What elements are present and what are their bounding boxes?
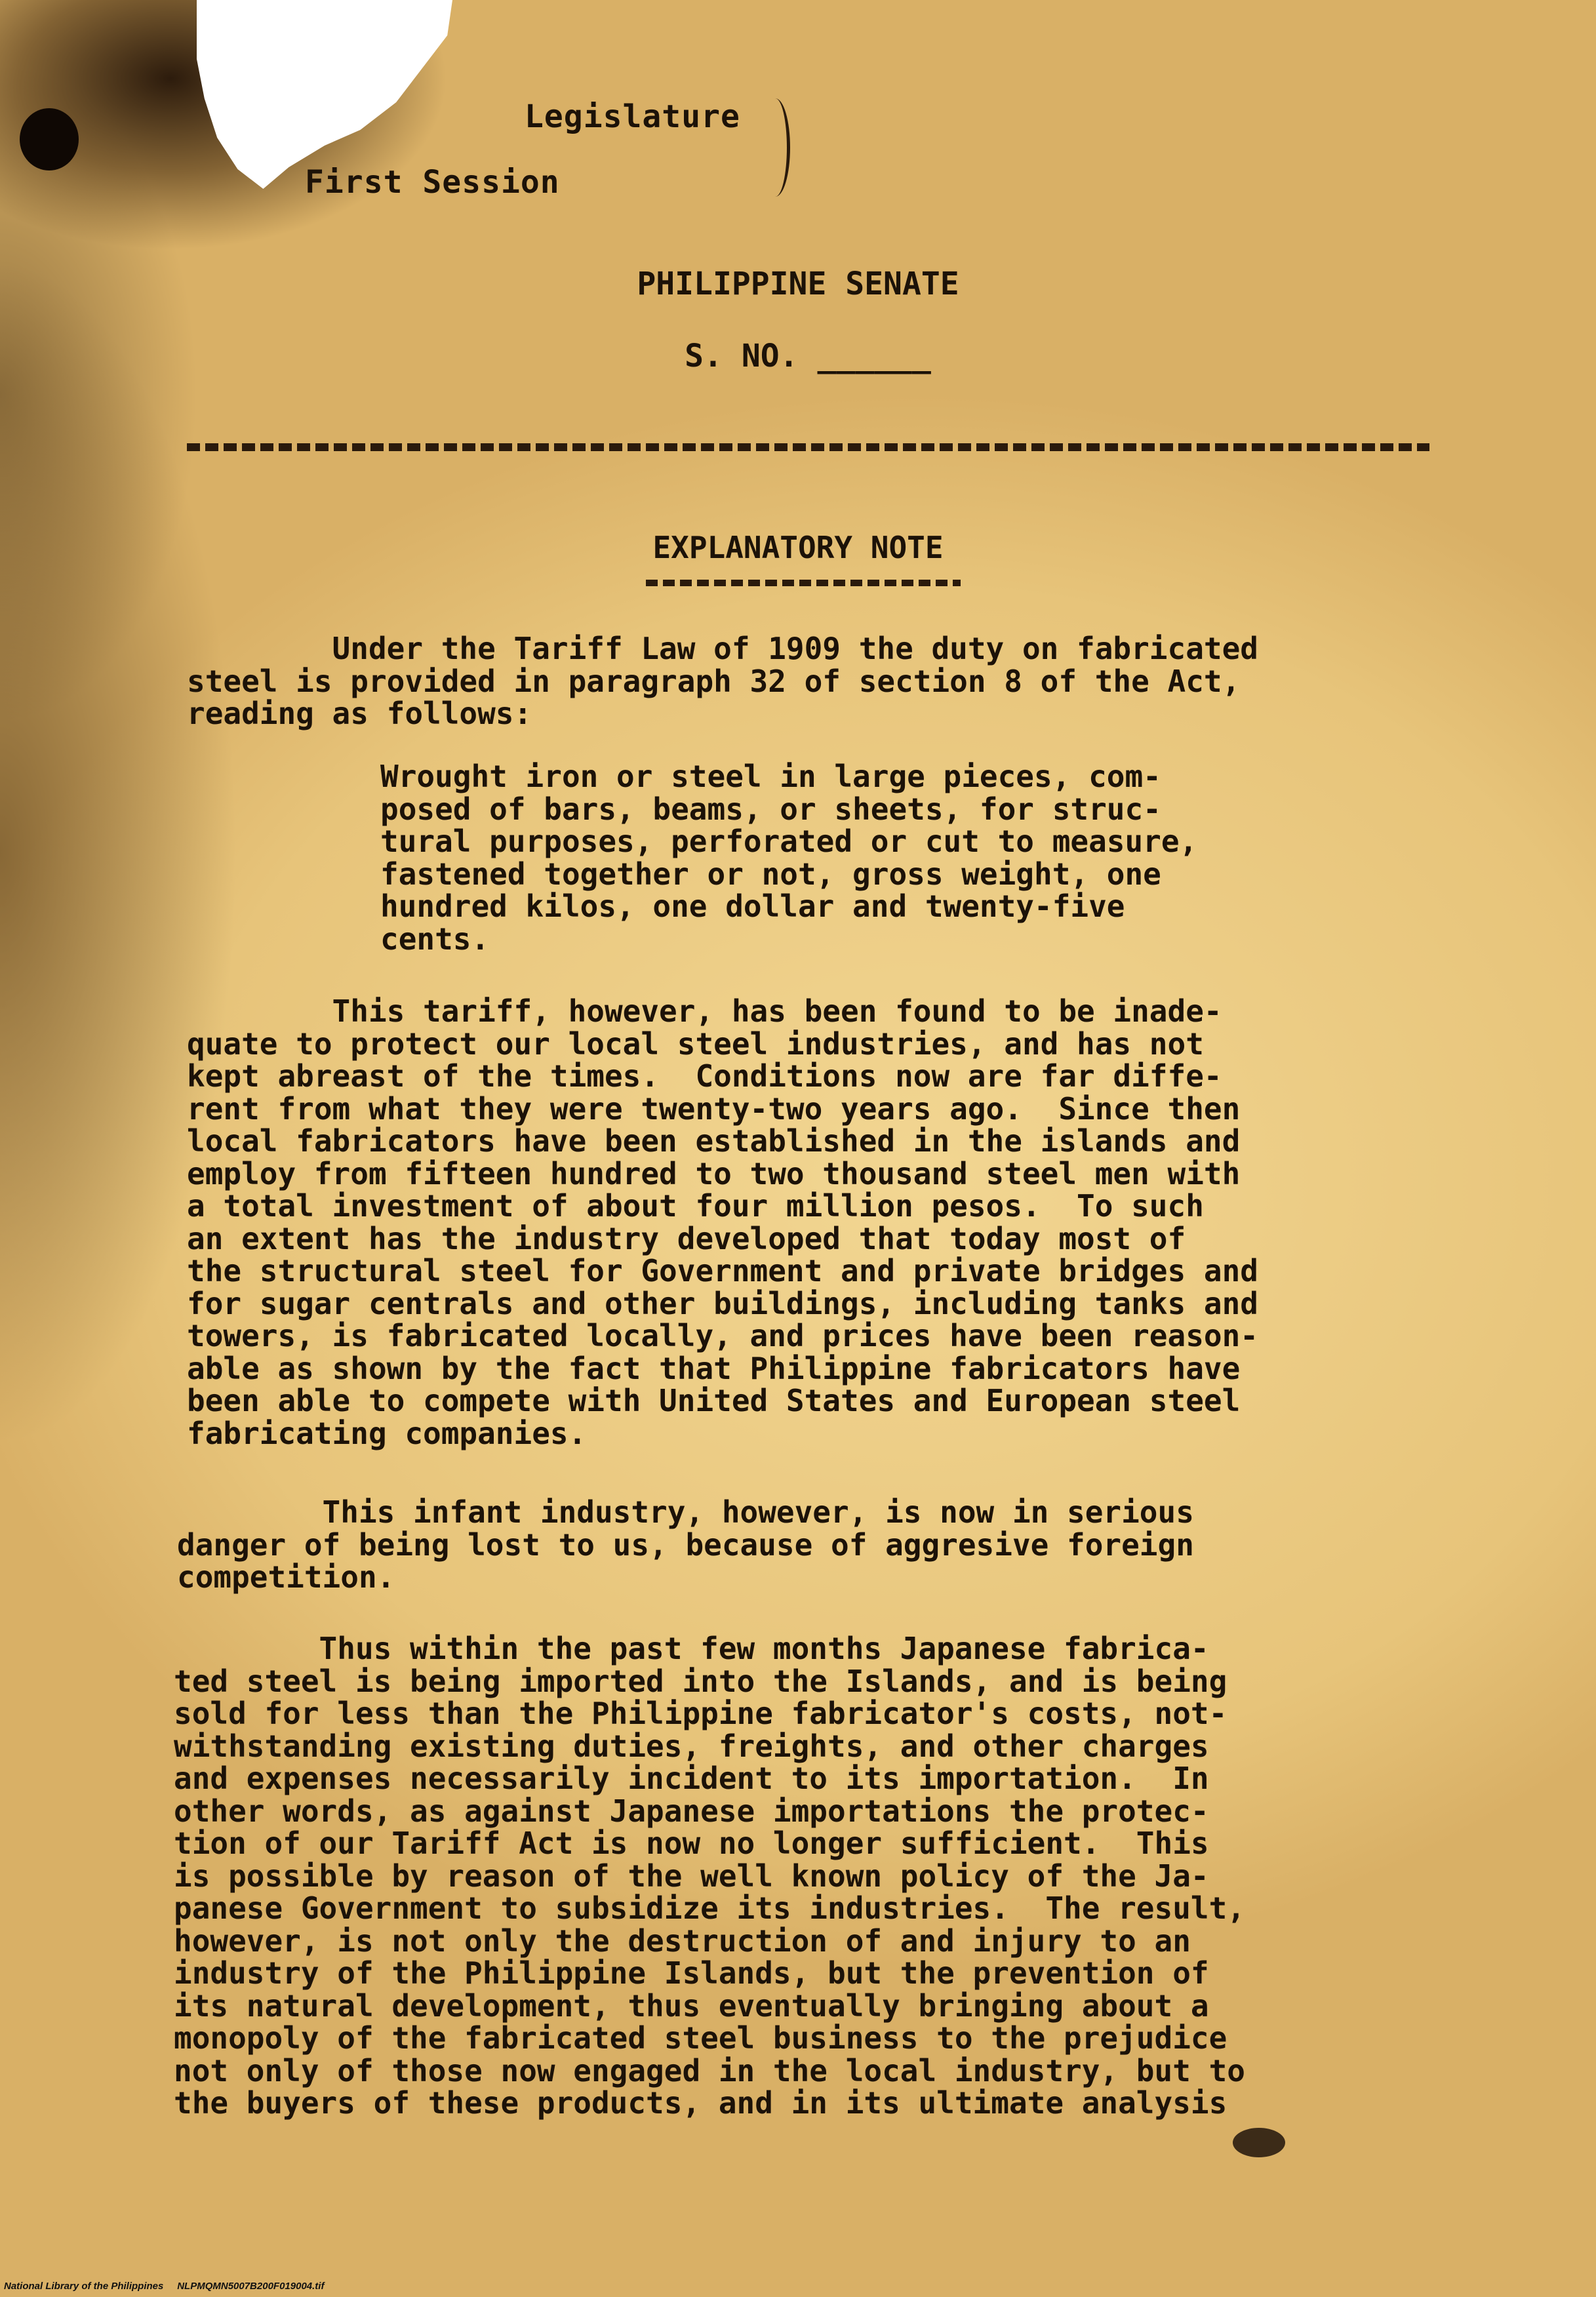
text-line: withstanding existing duties, freights, and other charges	[174, 1728, 1209, 1764]
text-line: Under the Tariff Law of 1909 the duty on fabricated	[187, 631, 1258, 666]
text-line: hundred kilos, one dollar and twenty-five	[380, 889, 1125, 924]
text-line: Wrought iron or steel in large pieces, com-	[380, 759, 1161, 794]
text-line: posed of bars, beams, or sheets, for struc-	[380, 791, 1161, 827]
text-line: and expenses necessarily incident to its importation. In	[174, 1761, 1209, 1796]
dashed-divider	[187, 443, 1429, 451]
paragraph-intro	[187, 633, 1258, 730]
text-line: Thus within the past few months Japanese fabrica-	[174, 1631, 1209, 1666]
quoted-provision	[380, 761, 1197, 955]
paragraph-tariff	[187, 995, 1258, 1450]
bill-number: S. NO. ______	[685, 338, 931, 374]
text-line: for sugar centrals and other buildings, including tanks and	[187, 1285, 1258, 1321]
text-line: danger of being lost to us, because of aggresive foreign	[177, 1527, 1194, 1563]
text-line: the structural steel for Government and private bridges and	[187, 1253, 1258, 1288]
text-line: panese Government to subsidize its industries. The result,	[174, 1890, 1245, 1926]
legislature-label: Legislature	[525, 98, 740, 135]
text-line: kept abreast of the times. Conditions now are far diffe-	[187, 1058, 1222, 1094]
text-line: competition.	[177, 1559, 395, 1595]
text-line: fabricating companies.	[187, 1415, 587, 1451]
text-line: steel is provided in paragraph 32 of section 8 of the Act,	[187, 663, 1241, 699]
text-line: able as shown by the fact that Philippine fabricators have	[187, 1350, 1241, 1386]
title-underline	[646, 580, 961, 586]
paragraph-infant-industry	[177, 1496, 1194, 1594]
text-line: local fabricators have been established in the islands and	[187, 1123, 1241, 1159]
text-line: other words, as against Japanese importations the protec-	[174, 1793, 1209, 1829]
text-line: This tariff, however, has been found to be inade-	[187, 993, 1222, 1029]
text-line: its natural development, thus eventually bringing about a	[174, 1987, 1209, 2024]
text-line: industry of the Philippine Islands, but the prevention of	[174, 1955, 1209, 1991]
text-line: not only of those now engaged in the local industry, but to	[174, 2052, 1245, 2088]
text-line: rent from what they were twenty-two years ago. Since then	[187, 1090, 1241, 1127]
ink-stain	[1233, 2128, 1285, 2157]
text-line: quate to protect our local steel industries, and has not	[187, 1026, 1204, 1062]
text-line: a total investment of about four million pesos. To such	[187, 1188, 1204, 1224]
header-brace	[761, 98, 790, 197]
text-line: monopoly of the fabricated steel business to the prejudice	[174, 2020, 1227, 2056]
text-line: employ from fifteen hundred to two thousand steel men with	[187, 1155, 1241, 1191]
text-line: sold for less than the Philippine fabricator's costs, not-	[174, 1696, 1227, 1731]
session-label: First Session	[305, 164, 560, 201]
text-line: ted steel is being imported into the Islands, and is being	[174, 1663, 1227, 1699]
text-line: cents.	[380, 921, 490, 957]
burn-mark	[20, 108, 79, 170]
text-line: This infant industry, however, is now in serious	[177, 1494, 1194, 1530]
text-line: an extent has the industry developed that today most of	[187, 1220, 1186, 1256]
text-line: been able to compete with United States and European steel	[187, 1383, 1241, 1418]
text-line: towers, is fabricated locally, and prices have been reason-	[187, 1318, 1258, 1353]
text-line: reading as follows:	[187, 696, 532, 731]
archive-footer: National Library of the Philippines NLPMQMN5007B200F019004.tif	[4, 2281, 325, 2292]
text-line: tural purposes, perforated or cut to measure,	[380, 824, 1198, 859]
note-title: EXPLANATORY NOTE	[652, 530, 944, 565]
text-line: is possible by reason of the well known policy of the Ja-	[174, 1858, 1209, 1894]
text-line: the buyers of these products, and in its ultimate analysis	[174, 2085, 1227, 2121]
text-line: fastened together or not, gross weight, one	[380, 856, 1161, 892]
paragraph-japanese-competition	[174, 1633, 1245, 2120]
text-line: tion of our Tariff Act is now no longer sufficient. This	[174, 1826, 1209, 1861]
text-line: however, is not only the destruction of and injury to an	[174, 1923, 1191, 1959]
senate-heading: PHILIPPINE SENATE	[637, 266, 959, 302]
